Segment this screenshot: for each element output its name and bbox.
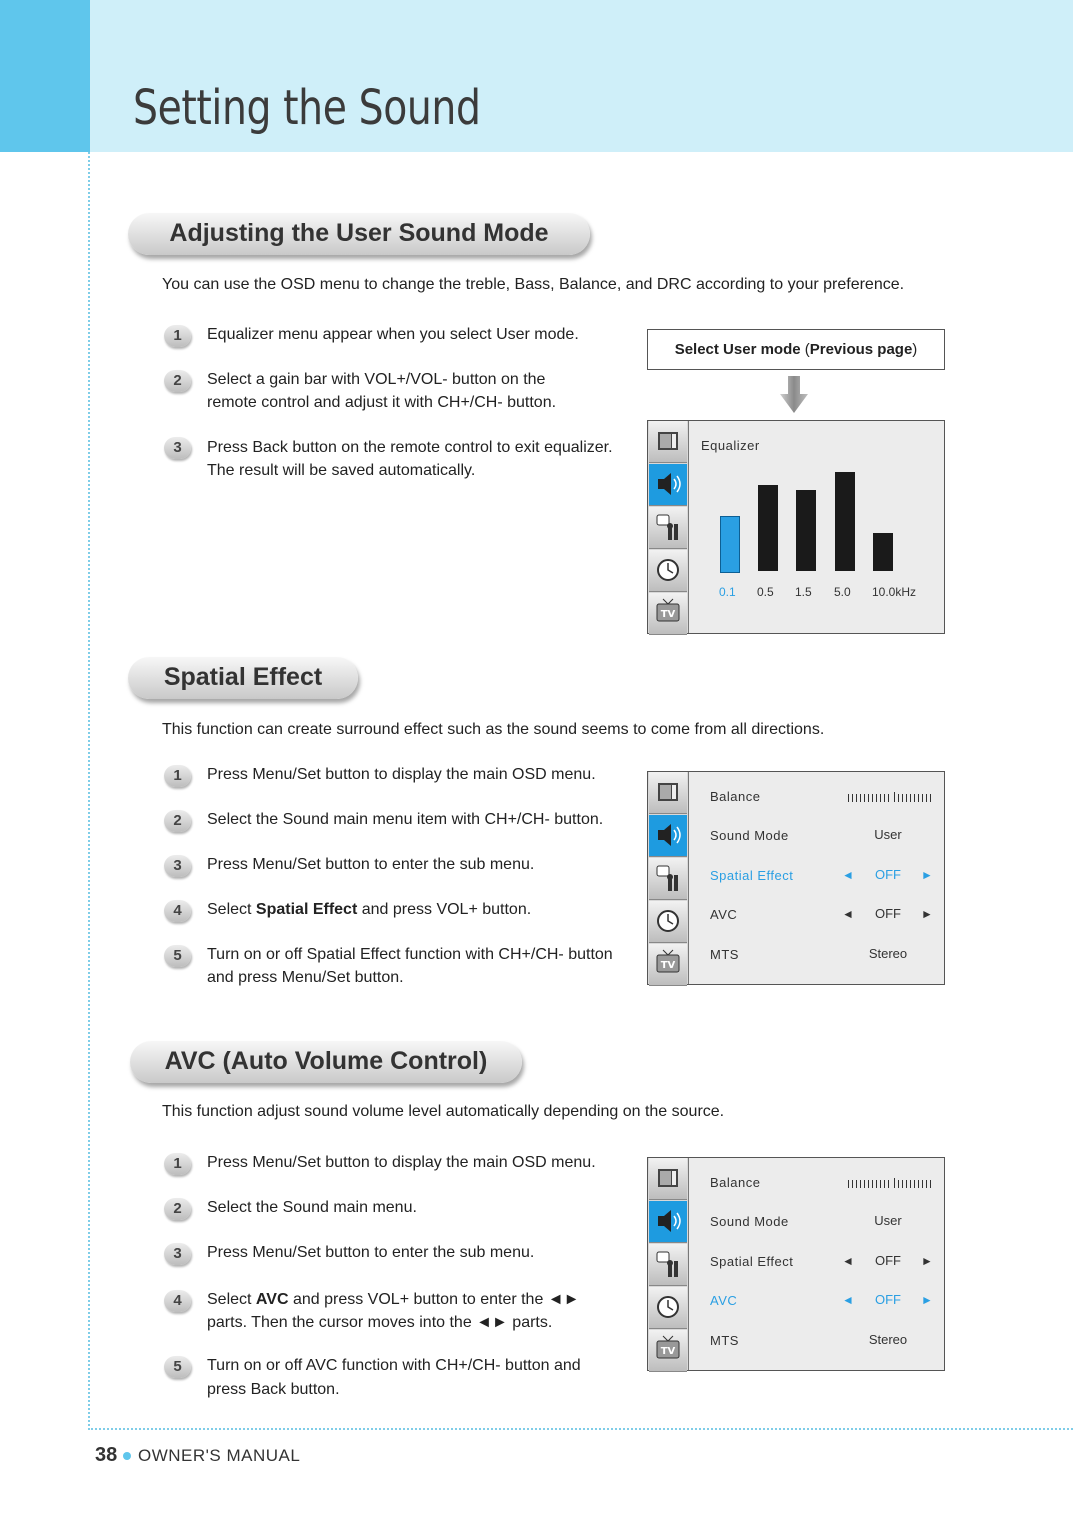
step-number: 2	[164, 810, 191, 832]
section-heading-text: Adjusting the User Sound Mode	[169, 219, 549, 247]
equalizer-band-label: 0.5	[757, 585, 774, 599]
section-heading-user-sound-mode	[128, 213, 590, 255]
step-line: parts. Then the cursor moves into the ◄► parts.	[207, 1314, 553, 1331]
equalizer-title: Equalizer	[701, 438, 760, 453]
step-line: press Back button.	[207, 1381, 340, 1398]
step-text	[207, 1241, 534, 1264]
step-line: Press Menu/Set button to display the main OSD menu.	[207, 766, 596, 783]
header-side-strip	[0, 0, 90, 152]
step-text	[207, 1354, 581, 1402]
step-line: remote control and adjust it with CH+/CH- button.	[207, 394, 557, 411]
left-arrow-icon[interactable]: ◄	[842, 1254, 854, 1268]
setup-menu-icon	[649, 858, 687, 900]
step-number: 5	[164, 1356, 191, 1378]
footer-dotted-line	[88, 1428, 1073, 1430]
step-line: Press Back button on the remote control to exit equalizer.	[207, 439, 613, 456]
osd-row-label[interactable]: Spatial Effect	[710, 1254, 794, 1269]
tv-menu-icon	[649, 1330, 687, 1372]
section-heading-text: AVC (Auto Volume Control)	[164, 1047, 488, 1075]
osd-row-value: OFF	[875, 1253, 901, 1268]
tv-menu-icon	[649, 593, 687, 635]
footer-bullet	[123, 1452, 131, 1460]
picture-menu-icon	[649, 421, 687, 463]
osd-row-label[interactable]: MTS	[710, 1333, 739, 1348]
step-number: 4	[164, 1290, 191, 1312]
section-intro: You can use the OSD menu to change the treble, Bass, Balance, and DRC according to your preference.	[162, 276, 905, 293]
balance-slider[interactable]	[848, 1178, 934, 1188]
callout-paren: )	[912, 341, 918, 358]
right-arrow-icon[interactable]: ►	[921, 1254, 933, 1268]
step-text-part: and press VOL+ button.	[357, 901, 532, 918]
step-number: 3	[164, 437, 191, 459]
previous-page-callout	[647, 329, 945, 370]
step-text	[207, 1288, 579, 1334]
equalizer-band-bar[interactable]	[873, 533, 893, 571]
osd-row-value: User	[874, 1213, 902, 1228]
step-number: 5	[164, 945, 191, 967]
osd-row-value: OFF	[875, 1292, 901, 1307]
step-number: 4	[164, 900, 191, 922]
equalizer-band-bar[interactable]	[758, 485, 778, 571]
osd-sidebar	[648, 421, 689, 633]
step-text	[207, 436, 613, 482]
step-text	[207, 1151, 596, 1174]
osd-sidebar	[648, 1158, 689, 1370]
step-line: Turn on or off AVC function with CH+/CH- button and	[207, 1357, 581, 1374]
setup-menu-icon	[649, 1244, 687, 1286]
step-number: 2	[164, 370, 191, 392]
step-text-part: and press VOL+ button to enter the ◄►	[288, 1291, 580, 1308]
clock-menu-icon	[649, 901, 687, 943]
picture-menu-icon	[649, 1158, 687, 1200]
step-line: Press Menu/Set button to enter the sub menu.	[207, 856, 535, 873]
step-number: 3	[164, 1243, 191, 1265]
osd-row-value: User	[874, 827, 902, 842]
callout-bold: Previous page	[809, 341, 913, 358]
osd-row-label[interactable]: Balance	[710, 789, 761, 804]
osd-row-label[interactable]: Sound Mode	[710, 1214, 789, 1229]
step-number: 1	[164, 1153, 191, 1175]
osd-row-label[interactable]: AVC	[710, 907, 738, 922]
step-text-bold: AVC	[255, 1291, 289, 1308]
tv-icon-label: TV	[660, 609, 676, 620]
down-arrow-icon	[780, 376, 808, 414]
osd-equalizer-panel	[647, 420, 945, 634]
page-number: 38	[95, 1444, 118, 1466]
step-number: 3	[164, 855, 191, 877]
step-number: 2	[164, 1198, 191, 1220]
step-text	[207, 943, 613, 989]
equalizer-band-bar[interactable]	[796, 490, 816, 571]
left-arrow-icon[interactable]: ◄	[842, 868, 854, 882]
footer-manual-label: OWNER'S MANUAL	[138, 1446, 301, 1465]
picture-menu-icon	[649, 772, 687, 814]
section-intro: This function adjust sound volume level automatically depending on the source.	[162, 1103, 725, 1120]
section-heading-text: Spatial Effect	[163, 663, 323, 691]
osd-row-value: OFF	[875, 867, 901, 882]
osd-row-value: Stereo	[868, 946, 908, 961]
step-line: Select a gain bar with VOL+/VOL- button on the	[207, 371, 546, 388]
right-arrow-icon[interactable]: ►	[921, 907, 933, 921]
step-text	[207, 1196, 417, 1219]
step-text	[207, 368, 556, 414]
step-line: Select the Sound main menu item with CH+/CH- button.	[207, 811, 604, 828]
setup-menu-icon	[649, 507, 687, 549]
equalizer-band-label: 5.0	[834, 585, 851, 599]
equalizer-band-label: 1.5	[795, 585, 812, 599]
step-text	[207, 323, 579, 346]
step-line: and press Menu/Set button.	[207, 969, 404, 986]
step-text-part: Select	[207, 1291, 256, 1308]
sound-menu-icon	[649, 1201, 687, 1243]
osd-row-label[interactable]: Balance	[710, 1175, 761, 1190]
step-text	[207, 853, 534, 876]
step-text	[207, 898, 531, 921]
step-line: Press Menu/Set button to enter the sub menu.	[207, 1244, 535, 1261]
equalizer-band-bar[interactable]	[835, 472, 855, 571]
clock-menu-icon	[649, 1287, 687, 1329]
step-text	[207, 808, 603, 831]
sound-menu-icon	[649, 464, 687, 506]
step-line: Select the Sound main menu.	[207, 1199, 417, 1216]
osd-row-label[interactable]: Spatial Effect	[710, 868, 794, 883]
equalizer-band-label: 0.1	[719, 585, 736, 599]
tv-icon-label: TV	[660, 1346, 676, 1357]
osd-row-label[interactable]: MTS	[710, 947, 739, 962]
osd-avc-panel	[647, 1157, 945, 1371]
step-line: The result will be saved automatically.	[207, 462, 476, 479]
step-number: 1	[164, 765, 191, 787]
equalizer-band-bar[interactable]	[720, 516, 740, 573]
step-line: Turn on or off Spatial Effect function with CH+/CH- button	[207, 946, 613, 963]
left-arrow-icon[interactable]: ◄	[842, 1293, 854, 1307]
page-title: Setting the Sound	[133, 80, 481, 136]
left-arrow-icon[interactable]: ◄	[842, 907, 854, 921]
margin-dotted-line	[88, 152, 90, 1430]
section-heading-spatial-effect	[128, 657, 358, 699]
osd-row-value: OFF	[875, 906, 901, 921]
callout-bold: Select User mode	[674, 341, 801, 358]
step-text-part: Select	[207, 901, 256, 918]
tv-menu-icon	[649, 944, 687, 986]
right-arrow-icon[interactable]: ►	[921, 1293, 933, 1307]
osd-sidebar	[648, 772, 689, 984]
balance-slider[interactable]	[848, 792, 934, 802]
step-text-bold: Spatial Effect	[255, 901, 358, 918]
step-line: Equalizer menu appear when you select User mode.	[207, 326, 579, 343]
step-line: Press Menu/Set button to display the main OSD menu.	[207, 1154, 596, 1171]
step-text	[207, 763, 596, 786]
osd-row-label[interactable]: AVC	[710, 1293, 738, 1308]
callout-paren: (	[800, 341, 810, 358]
section-heading-avc	[130, 1041, 522, 1083]
osd-row-label[interactable]: Sound Mode	[710, 828, 789, 843]
clock-menu-icon	[649, 550, 687, 592]
equalizer-band-label: 10.0kHz	[872, 585, 917, 599]
right-arrow-icon[interactable]: ►	[921, 868, 933, 882]
osd-spatial-effect-panel	[647, 771, 945, 985]
section-intro: This function can create surround effect such as the sound seems to come from all directions.	[162, 721, 825, 738]
tv-icon-label: TV	[660, 960, 676, 971]
osd-row-value: Stereo	[868, 1332, 908, 1347]
step-number: 1	[164, 325, 191, 347]
sound-menu-icon	[649, 815, 687, 857]
